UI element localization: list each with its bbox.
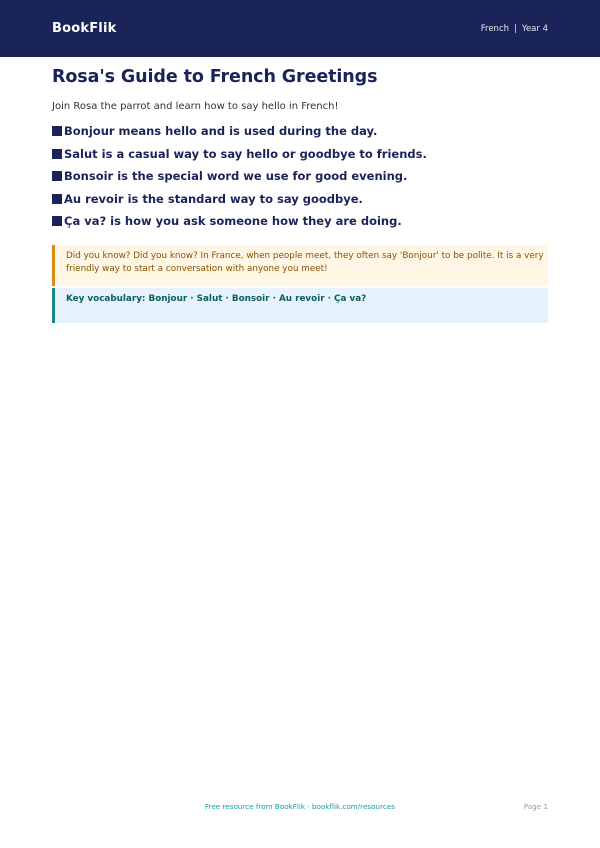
square-bullet-icon (52, 194, 62, 204)
main-content (0, 57, 600, 323)
list-item (52, 165, 548, 188)
subject-year-info (481, 24, 548, 34)
fact-text: Bonjour means hello and is used during the day. (64, 124, 378, 139)
meta-separator: | (514, 23, 517, 34)
page-number: Page 1 (523, 802, 548, 811)
list-item (52, 210, 548, 233)
footer (52, 802, 548, 814)
fact-text: Salut is a casual way to say hello or goodbye to friends. (64, 146, 427, 161)
subject-label: French (480, 23, 510, 34)
fact-text: Au revoir is the standard way to say goodbye. (64, 191, 363, 206)
did-you-know-callout: Did you know? Did you know? In France, when people meet, they often say 'Bonjour' to be polite. It is a very friendly way to start a conversation with anyone you meet! (52, 245, 548, 286)
list-item (52, 143, 548, 166)
list-item (52, 188, 548, 211)
square-bullet-icon (52, 126, 62, 136)
square-bullet-icon (52, 149, 62, 159)
fact-text: Ça va? is how you ask someone how they are doing. (64, 214, 402, 229)
intro-text: Join Rosa the parrot and learn how to say hello in French! (52, 101, 339, 112)
key-vocabulary-box: Key vocabulary: Bonjour · Salut · Bonsoir · Au revoir · Ça va? (52, 288, 548, 323)
fact-text: Bonsoir is the special word we use for good evening. (64, 169, 408, 184)
square-bullet-icon (52, 171, 62, 181)
year-label: Year 4 (521, 23, 548, 34)
square-bullet-icon (52, 216, 62, 226)
list-item (52, 120, 548, 143)
header-bar (0, 0, 600, 57)
page-title: Rosa's Guide to French Greetings (52, 67, 378, 87)
greetings-list (52, 120, 548, 233)
brand-logo-text[interactable]: BookFlik (52, 21, 117, 36)
footer-credit-link[interactable]: Free resource from BookFlik · bookflik.com/resources (204, 802, 396, 811)
